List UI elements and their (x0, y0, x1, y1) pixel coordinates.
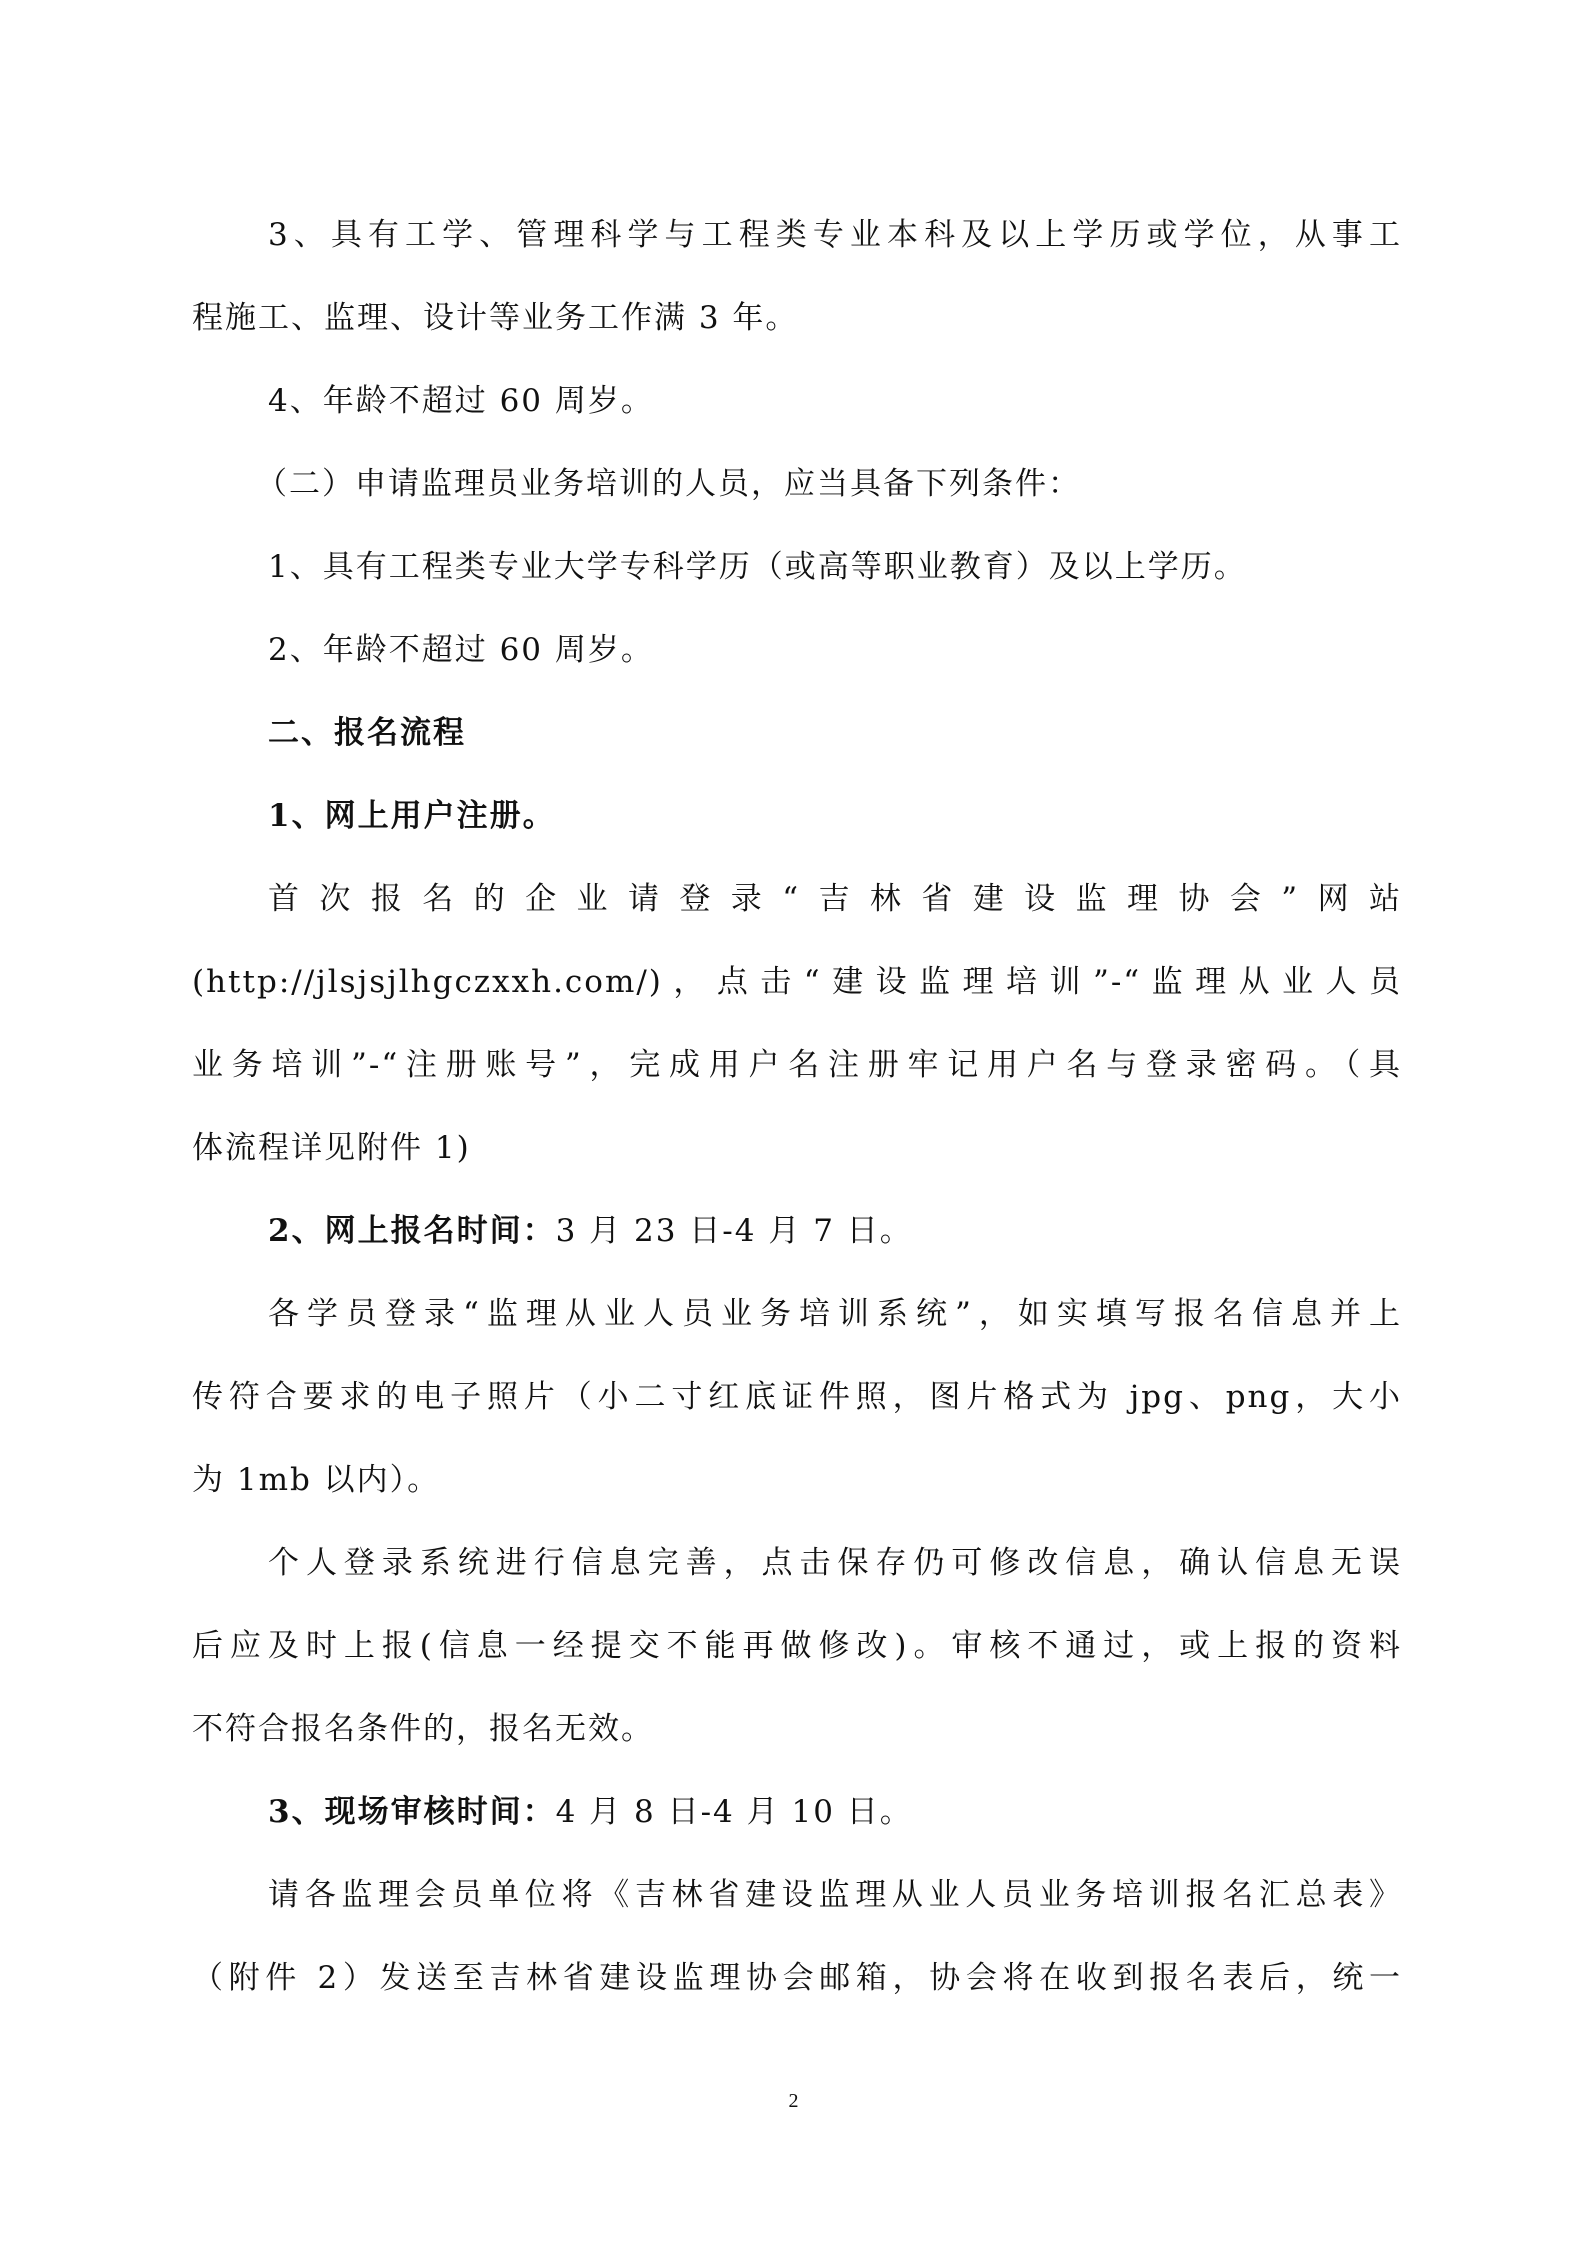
paragraph-line: 4、年龄不超过 60 周岁。 (268, 383, 654, 419)
paragraph-line: 传符合要求的电子照片（小二寸红底证件照，图片格式为 jpg、png，大小 (192, 1379, 1402, 1415)
step-value: 4 月 8 日-4 月 10 日。 (555, 1794, 913, 1830)
step-label: 3、现场审核时间： (268, 1794, 556, 1830)
paragraph-line: 请各监理会员单位将《吉林省建设监理从业人员业务培训报名汇总表》 (268, 1877, 1402, 1913)
step-label: 2、网上报名时间： (268, 1213, 556, 1249)
paragraph-line: 不符合报名条件的，报名无效。 (192, 1711, 654, 1747)
step-heading: 1、网上用户注册。 (268, 798, 556, 834)
paragraph-line: 2、年龄不超过 60 周岁。 (268, 632, 654, 668)
section-heading: 二、报名流程 (268, 715, 466, 751)
paragraph-line: 程施工、监理、设计等业务工作满 3 年。 (192, 300, 799, 336)
paragraph-line: 1、具有工程类专业大学专科学历（或高等职业教育）及以上学历。 (268, 549, 1247, 585)
step-value: 3 月 23 日-4 月 7 日。 (555, 1213, 913, 1249)
subsection-heading: （二）申请监理员业务培训的人员，应当具备下列条件： (256, 466, 1081, 502)
page-number: 2 (788, 2090, 799, 2112)
paragraph-line: 业务培训”-“注册账号”，完成用户名注册牢记用户名与登录密码。（具 (192, 1047, 1402, 1083)
paragraph-line-with-url: (http://jlsjsjlhgczxxh.com/)，点击“建设监理培训”-“监理从业人员 (192, 964, 1402, 1000)
paragraph-line: （附件 2）发送至吉林省建设监理协会邮箱，协会将在收到报名表后，统一 (192, 1960, 1402, 1996)
paragraph-line: 个人登录系统进行信息完善，点击保存仍可修改信息，确认信息无误 (268, 1545, 1402, 1581)
step-heading-review-time (268, 1792, 913, 1832)
paragraph-line: 体流程详见附件 1) (192, 1130, 471, 1166)
step-heading-registration-time (268, 1211, 913, 1251)
paragraph-line: 后应及时上报(信息一经提交不能再做修改)。审核不通过，或上报的资料 (192, 1628, 1402, 1664)
paragraph-line: 为 1mb 以内）。 (192, 1462, 441, 1498)
paragraph-line: 3、具有工学、管理科学与工程类专业本科及以上学历或学位，从事工 (268, 217, 1402, 253)
paragraph-line: 首次报名的企业请登录“吉林省建设监理协会”网站 (268, 881, 1402, 917)
paragraph-line: 各学员登录“监理从业人员业务培训系统”，如实填写报名信息并上 (268, 1296, 1402, 1332)
